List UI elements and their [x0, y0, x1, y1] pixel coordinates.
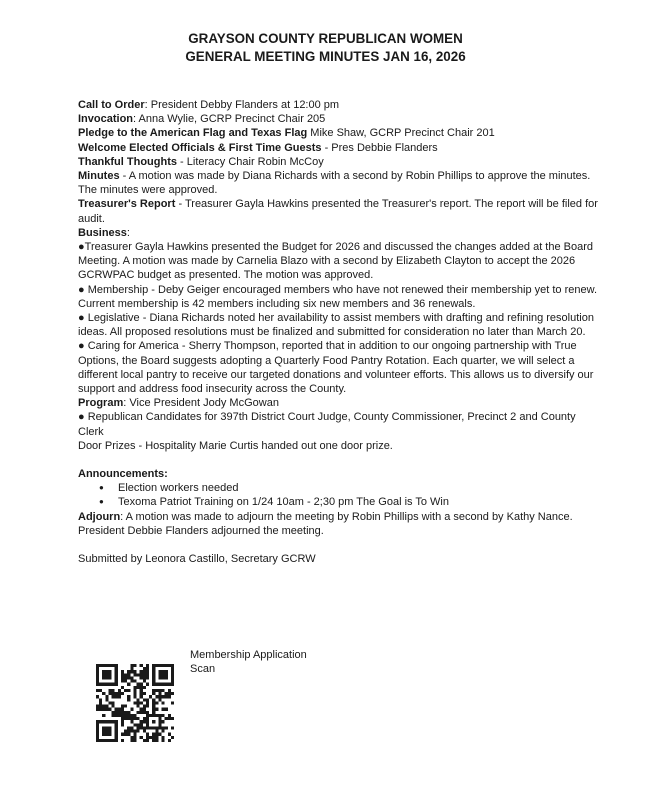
qr-caption — [190, 648, 350, 676]
announcement-item: ● Election workers needed — [78, 481, 598, 495]
business-item: ● Legislative - Diana Richards noted her availability to assist members with drafting and refining resolution ideas. All proposed resolutions must be finalized and submitted for consideration no later than March 20. — [78, 312, 594, 339]
business-item: ● Caring for America - Sherry Thompson, reported that in addition to our ongoing partnership with True Options, the Board suggests adopting a Quarterly Food Pantry Rotation. Each quarter, we will select a different local pantry to receive our targeted donations and volunteer efforts. This allows us to diversify our support and address food insecurity across the County. — [78, 340, 594, 396]
business-item: ● Membership - Deby Geiger encouraged members who have not renewed their membership yet to renew. Current membership is 42 members including six new members and 36 renewals. — [78, 283, 598, 310]
qr-caption-line-1: Membership Application — [190, 649, 307, 661]
adjourn-text: : A motion was made to adjourn the meeting by Robin Phillips with a second by Kathy Nance. President Debbie Flanders adjourned the meeting. — [78, 510, 573, 537]
call-to-order-label: Call to Order — [78, 99, 145, 111]
welcome-text: - Pres Debbie Flanders — [321, 141, 438, 154]
treasurer-label: Treasurer's Report — [78, 198, 176, 211]
business-item: ●Treasurer Gayla Hawkins presented the Budget for 2026 and discussed the changes added at the Board Meeting. A motion was made by Carnelia Blazo with a second by Elizabeth Clayton to accept the 2026 GCRWPAC budget as presented. The motion was approved. — [78, 241, 594, 282]
title-line-2: GENERAL MEETING MINUTES JAN 16, 2026 — [185, 49, 466, 64]
welcome-label: Welcome Elected Officials & First Time Guests — [78, 141, 322, 154]
submitted-by: Submitted by Leonora Castillo, Secretary GCRW — [78, 553, 316, 566]
thankful-label: Thankful Thoughts — [78, 155, 177, 168]
business-colon: : — [126, 226, 130, 239]
adjourn — [78, 510, 598, 538]
announcements-label: Announcements: — [78, 468, 168, 481]
announcements-heading — [78, 467, 598, 481]
qr-caption-line-2: Scan — [190, 663, 216, 676]
program — [78, 396, 598, 410]
announcement-item: ● Texoma Patriot Training on 1/24 10am - 2;30 pm The Goal is To Win — [78, 495, 598, 509]
call-to-order — [78, 98, 598, 112]
invocation — [78, 112, 598, 126]
adjourn-label: Adjourn — [78, 510, 121, 523]
invocation-label: Invocation — [78, 113, 134, 126]
welcome — [78, 141, 598, 155]
program-text: : Vice President Jody McGowan — [123, 397, 279, 410]
door-prizes: Door Prizes - Hospitality Marie Curtis handed out one door prize. — [78, 439, 393, 452]
minutes-text: - A motion was made by Diana Richards with a second by Robin Phillips to approve the minutes. The minutes were approved. — [78, 170, 591, 197]
business-heading — [78, 226, 598, 240]
announcements-list — [78, 481, 598, 509]
minutes-body — [78, 98, 598, 566]
thankful-thoughts — [78, 155, 598, 169]
thankful-text: - Literacy Chair Robin McCoy — [176, 155, 324, 168]
invocation-text: : Anna Wylie, GCRP Precinct Chair 205 — [133, 113, 326, 126]
candidates: ● Republican Candidates for 397th District Court Judge, County Commissioner, Precinct 2 and County Clerk — [78, 411, 576, 438]
program-label: Program — [78, 397, 124, 410]
pledge-label: Pledge to the American Flag and Texas Flag — [78, 127, 308, 140]
page-title — [0, 30, 651, 66]
call-to-order-text: : President Debby Flanders at 12:00 pm — [144, 99, 340, 111]
business-label: Business — [78, 226, 127, 239]
minutes — [78, 169, 598, 197]
minutes-label: Minutes — [78, 170, 120, 183]
pledge — [78, 126, 598, 140]
title-line-1: GRAYSON COUNTY REPUBLICAN WOMEN — [188, 31, 463, 46]
treasurer-report — [78, 197, 598, 225]
qr-code-icon[interactable] — [96, 664, 174, 742]
pledge-text: Mike Shaw, GCRP Precinct Chair 201 — [307, 127, 495, 140]
treasurer-text: - Treasurer Gayla Hawkins presented the Treasurer's report. The report will be filed for audit. — [78, 198, 598, 225]
